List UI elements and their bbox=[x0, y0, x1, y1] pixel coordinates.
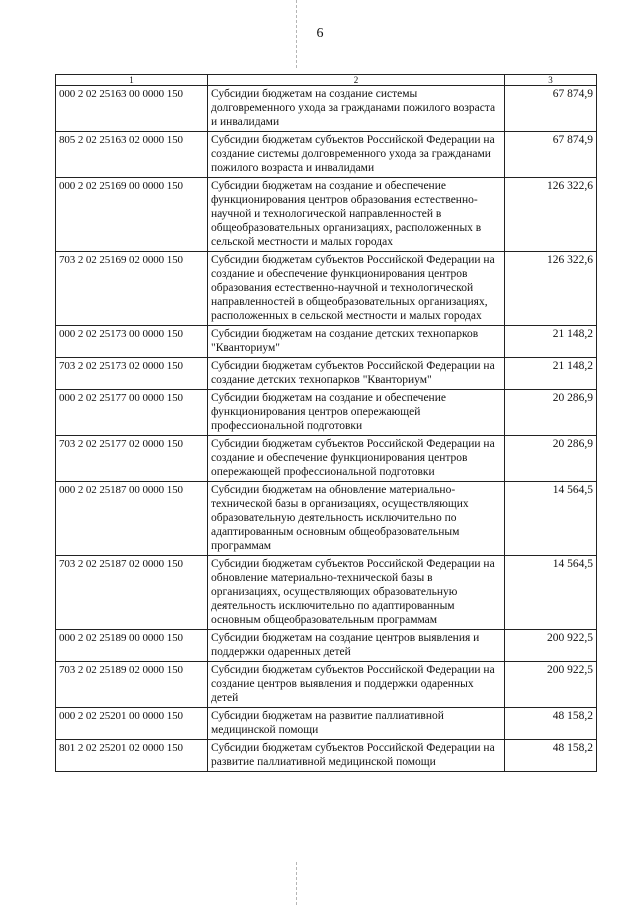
budget-code-cell: 703 2 02 25169 02 0000 150 bbox=[56, 252, 208, 326]
page-number: 6 bbox=[316, 26, 324, 41]
amount-cell: 21 148,2 bbox=[505, 358, 597, 390]
budget-table bbox=[55, 74, 597, 772]
table-row bbox=[56, 252, 597, 326]
amount-cell: 126 322,6 bbox=[505, 252, 597, 326]
budget-code-cell: 000 2 02 25201 00 0000 150 bbox=[56, 708, 208, 740]
budget-code-cell: 000 2 02 25177 00 0000 150 bbox=[56, 390, 208, 436]
income-description-cell: Субсидии бюджетам субъектов Российской Федерации на развитие паллиативной медицинской помощи bbox=[208, 740, 505, 772]
income-description-cell: Субсидии бюджетам на создание центров выявления и поддержки одаренных детей bbox=[208, 630, 505, 662]
income-description-cell: Субсидии бюджетам на создание и обеспечение функционирования центров образования естественно-научной и технологической направленностей в общеобразовательных организациях, расположенных в сельской местности и малых городах bbox=[208, 178, 505, 252]
table-row bbox=[56, 132, 597, 178]
budget-code-cell: 801 2 02 25201 02 0000 150 bbox=[56, 740, 208, 772]
income-description-cell: Субсидии бюджетам субъектов Российской Федерации на создание системы долговременного ухода за гражданами пожилого возраста и инвалидами bbox=[208, 132, 505, 178]
budget-code-cell: 703 2 02 25187 02 0000 150 bbox=[56, 556, 208, 630]
amount-cell: 200 922,5 bbox=[505, 662, 597, 708]
income-description-cell: Субсидии бюджетам субъектов Российской Федерации на создание центров выявления и поддержки одаренных детей bbox=[208, 662, 505, 708]
amount-cell: 20 286,9 bbox=[505, 436, 597, 482]
budget-code-cell: 703 2 02 25189 02 0000 150 bbox=[56, 662, 208, 708]
income-description-cell: Субсидии бюджетам на создание системы долговременного ухода за гражданами пожилого возраста и инвалидами bbox=[208, 86, 505, 132]
budget-code-cell: 000 2 02 25173 00 0000 150 bbox=[56, 326, 208, 358]
budget-code-cell: 000 2 02 25189 00 0000 150 bbox=[56, 630, 208, 662]
income-description-cell: Субсидии бюджетам на обновление материально-технической базы в организациях, осуществляющих образовательную деятельность исключительно по адаптированным основным общеобразовательным программам bbox=[208, 482, 505, 556]
amount-cell: 20 286,9 bbox=[505, 390, 597, 436]
income-description-cell: Субсидии бюджетам на создание детских технопарков "Кванториум" bbox=[208, 326, 505, 358]
header-col-1: 1 bbox=[56, 75, 208, 86]
budget-code-cell: 000 2 02 25163 00 0000 150 bbox=[56, 86, 208, 132]
table-row bbox=[56, 326, 597, 358]
table-row bbox=[56, 662, 597, 708]
amount-cell: 21 148,2 bbox=[505, 326, 597, 358]
income-description-cell: Субсидии бюджетам на создание и обеспечение функционирования центров опережающей профессиональной подготовки bbox=[208, 390, 505, 436]
table-row bbox=[56, 358, 597, 390]
amount-cell: 48 158,2 bbox=[505, 708, 597, 740]
table-row bbox=[56, 482, 597, 556]
amount-cell: 67 874,9 bbox=[505, 86, 597, 132]
amount-cell: 126 322,6 bbox=[505, 178, 597, 252]
table-row bbox=[56, 556, 597, 630]
table-row bbox=[56, 390, 597, 436]
income-description-cell: Субсидии бюджетам на развитие паллиативной медицинской помощи bbox=[208, 708, 505, 740]
header-col-3: 3 bbox=[505, 75, 597, 86]
amount-cell: 200 922,5 bbox=[505, 630, 597, 662]
budget-code-cell: 703 2 02 25177 02 0000 150 bbox=[56, 436, 208, 482]
income-description-cell: Субсидии бюджетам субъектов Российской Федерации на обновление материально-технической базы в организациях, осуществляющих образовательную деятельность исключительно по адаптированным основным общеобразовательным программам bbox=[208, 556, 505, 630]
budget-code-cell: 000 2 02 25169 00 0000 150 bbox=[56, 178, 208, 252]
amount-cell: 14 564,5 bbox=[505, 556, 597, 630]
amount-cell: 67 874,9 bbox=[505, 132, 597, 178]
income-description-cell: Субсидии бюджетам субъектов Российской Федерации на создание детских технопарков "Кванториум" bbox=[208, 358, 505, 390]
header-row bbox=[56, 75, 597, 86]
budget-code-cell: 703 2 02 25173 02 0000 150 bbox=[56, 358, 208, 390]
income-description-cell: Субсидии бюджетам субъектов Российской Федерации на создание и обеспечение функционирования центров опережающей профессиональной подготовки bbox=[208, 436, 505, 482]
table-row bbox=[56, 86, 597, 132]
amount-cell: 14 564,5 bbox=[505, 482, 597, 556]
table-row bbox=[56, 708, 597, 740]
table-row bbox=[56, 740, 597, 772]
table-row bbox=[56, 630, 597, 662]
header-col-2: 2 bbox=[208, 75, 505, 86]
income-description-cell: Субсидии бюджетам субъектов Российской Федерации на создание и обеспечение функционирования центров образования естественно-научной и технологической направленностей в общеобразовательных организациях, расположенных в сельской местности и малых городах bbox=[208, 252, 505, 326]
table-row bbox=[56, 178, 597, 252]
amount-cell: 48 158,2 bbox=[505, 740, 597, 772]
table-row bbox=[56, 436, 597, 482]
budget-code-cell: 805 2 02 25163 02 0000 150 bbox=[56, 132, 208, 178]
budget-code-cell: 000 2 02 25187 00 0000 150 bbox=[56, 482, 208, 556]
fold-mark-bottom bbox=[296, 862, 297, 905]
